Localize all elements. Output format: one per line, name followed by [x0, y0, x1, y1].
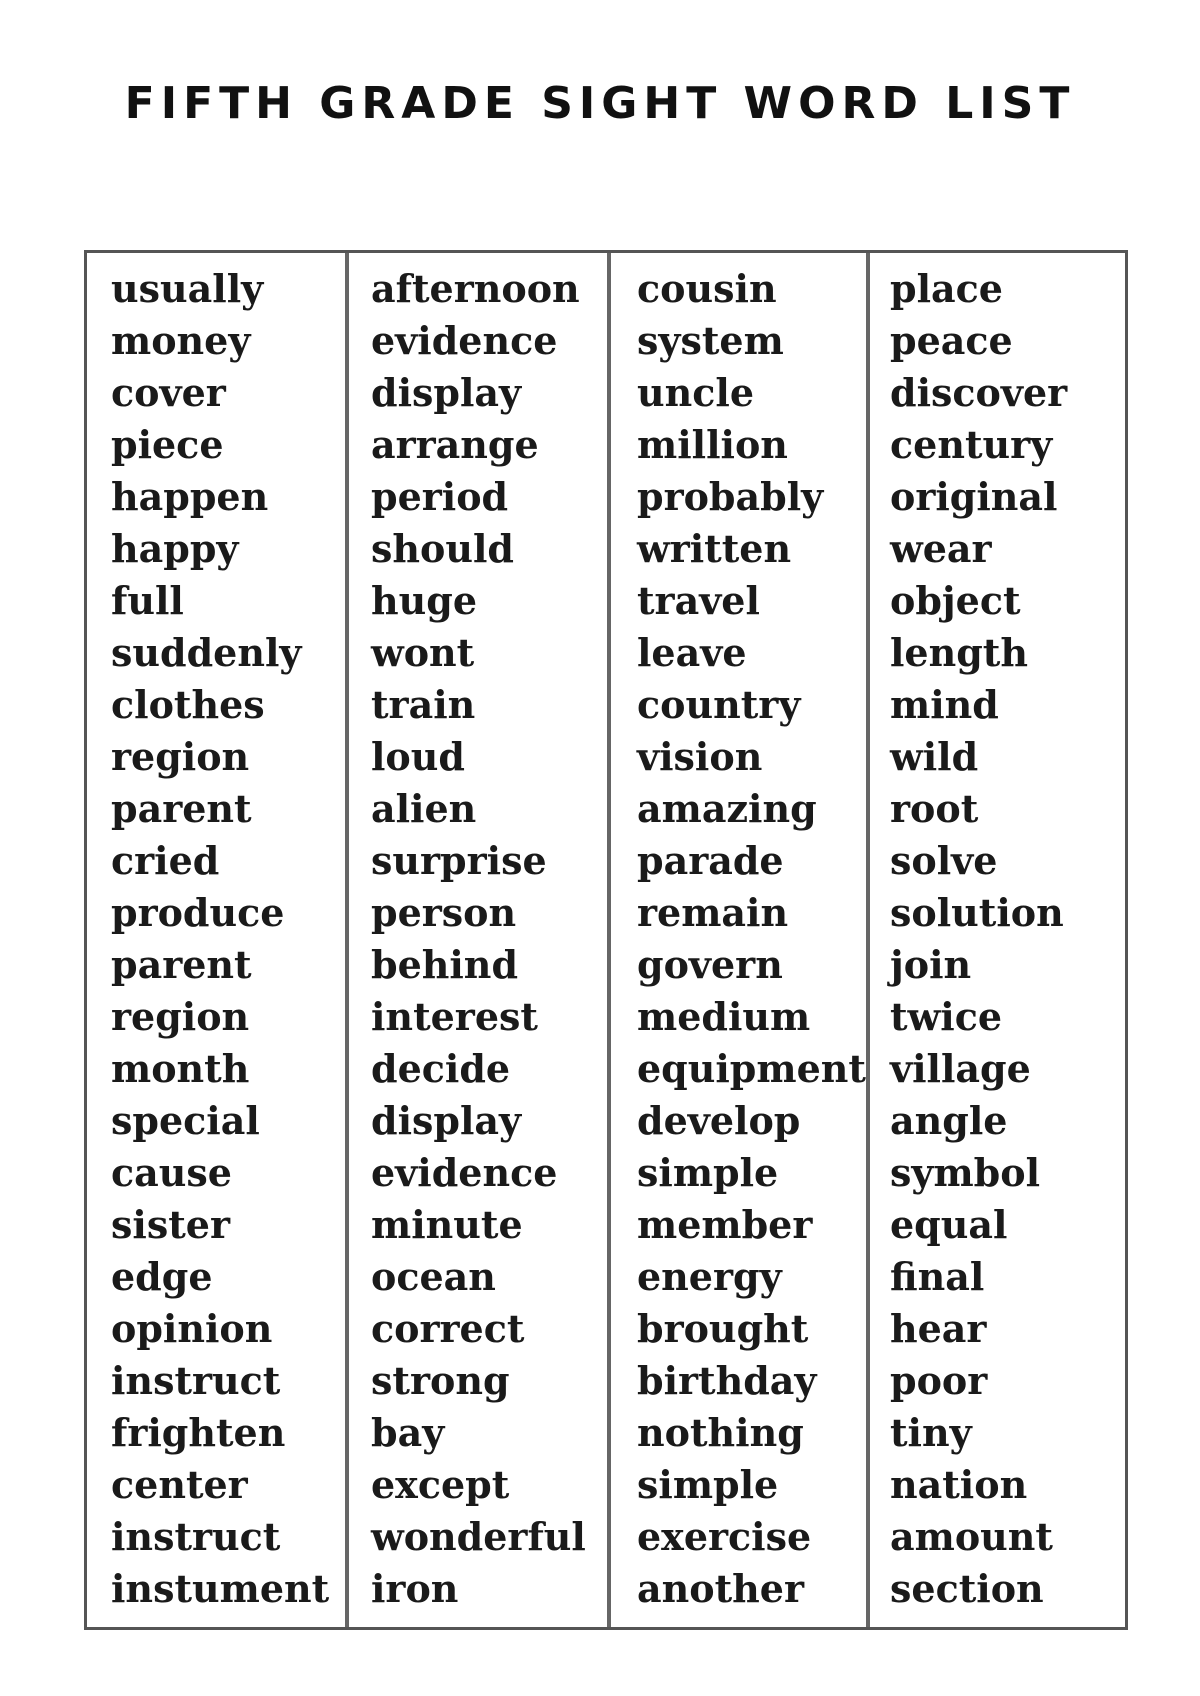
word-column-3	[611, 253, 870, 1627]
sight-word: loud	[371, 734, 465, 779]
sight-word: tiny	[890, 1410, 972, 1455]
sight-word: medium	[637, 994, 811, 1039]
sight-word: uncle	[637, 370, 755, 415]
sight-word: train	[371, 682, 476, 727]
sight-word: surprise	[371, 838, 547, 883]
sight-word: million	[637, 422, 788, 467]
sight-word: length	[890, 630, 1028, 675]
sight-word: edge	[111, 1254, 213, 1299]
sight-word: huge	[371, 578, 478, 623]
sight-word: equipment	[637, 1046, 866, 1091]
sight-word: amount	[890, 1514, 1053, 1559]
sight-word: twice	[890, 994, 1003, 1039]
sight-word: solve	[890, 838, 998, 883]
sight-word: special	[111, 1098, 260, 1143]
sight-word: energy	[637, 1254, 782, 1299]
sight-word: instument	[111, 1566, 330, 1611]
sight-word: original	[890, 474, 1058, 519]
sight-word: region	[111, 994, 250, 1039]
sight-word: decide	[371, 1046, 511, 1091]
sight-word: system	[637, 318, 784, 363]
sight-word: probably	[637, 474, 824, 519]
sight-word: equal	[890, 1202, 1008, 1247]
sight-word: happy	[111, 526, 239, 571]
sight-word: arrange	[371, 422, 539, 467]
sight-word: birthday	[637, 1358, 817, 1403]
sight-word: vision	[637, 734, 763, 779]
sight-word: alien	[371, 786, 477, 831]
sight-word: except	[371, 1462, 510, 1507]
sight-word: nation	[890, 1462, 1028, 1507]
sight-word: money	[111, 318, 251, 363]
sight-word: country	[637, 682, 801, 727]
sight-word: clothes	[111, 682, 265, 727]
sight-word: month	[111, 1046, 250, 1091]
sight-word: travel	[637, 578, 760, 623]
sight-word: century	[890, 422, 1053, 467]
sight-word: usually	[111, 266, 264, 311]
sight-word: peace	[890, 318, 1013, 363]
word-list-table	[84, 250, 1128, 1630]
sight-word: person	[371, 890, 517, 935]
sight-word: cause	[111, 1150, 232, 1195]
sight-word: cried	[111, 838, 220, 883]
word-column-4	[870, 253, 1125, 1627]
sight-word: wild	[890, 734, 979, 779]
sight-word: suddenly	[111, 630, 302, 675]
sight-word: frighten	[111, 1410, 286, 1455]
sight-word: poor	[890, 1358, 988, 1403]
sight-word: mind	[890, 682, 999, 727]
sight-word: member	[637, 1202, 813, 1247]
sight-word: amazing	[637, 786, 817, 831]
sight-word: evidence	[371, 318, 558, 363]
sight-word: afternoon	[371, 266, 580, 311]
sight-word: minute	[371, 1202, 523, 1247]
sight-word: piece	[111, 422, 224, 467]
page-title: FIFTH GRADE SIGHT WORD LIST	[124, 78, 1076, 129]
sight-word: simple	[637, 1462, 779, 1507]
sight-word: instruct	[111, 1358, 281, 1403]
sight-word: solution	[890, 890, 1064, 935]
sight-word: cousin	[637, 266, 777, 311]
sight-word: simple	[637, 1150, 779, 1195]
sight-word: object	[890, 578, 1021, 623]
sight-word: parent	[111, 786, 252, 831]
sight-word: produce	[111, 890, 285, 935]
sight-word: develop	[637, 1098, 801, 1143]
sight-word: evidence	[371, 1150, 558, 1195]
sight-word: cover	[111, 370, 226, 415]
sight-word: wear	[890, 526, 992, 571]
sight-word: place	[890, 266, 1003, 311]
sight-word: opinion	[111, 1306, 273, 1351]
sight-word: bay	[371, 1410, 445, 1455]
sight-word: nothing	[637, 1410, 804, 1455]
sight-word: final	[890, 1254, 985, 1299]
sight-word: full	[111, 578, 184, 623]
sight-word: display	[371, 370, 522, 415]
sight-word: should	[371, 526, 515, 571]
sight-word: period	[371, 474, 509, 519]
sight-word: parade	[637, 838, 784, 883]
sight-word: interest	[371, 994, 538, 1039]
sight-word: instruct	[111, 1514, 281, 1559]
sight-word: wonderful	[371, 1514, 586, 1559]
sight-word: leave	[637, 630, 747, 675]
sight-word: sister	[111, 1202, 230, 1247]
sight-word: join	[890, 942, 972, 987]
sight-word: strong	[371, 1358, 510, 1403]
word-column-1	[87, 253, 349, 1627]
sight-word: wont	[371, 630, 475, 675]
sight-word: parent	[111, 942, 252, 987]
sight-word: iron	[371, 1566, 459, 1611]
sight-word: happen	[111, 474, 269, 519]
sight-word: behind	[371, 942, 519, 987]
sight-word: brought	[637, 1306, 809, 1351]
sight-word: ocean	[371, 1254, 496, 1299]
sight-word: correct	[371, 1306, 525, 1351]
sight-word: display	[371, 1098, 522, 1143]
sight-word: govern	[637, 942, 783, 987]
sight-word: angle	[890, 1098, 1008, 1143]
sight-word: another	[637, 1566, 804, 1611]
sight-word: village	[890, 1046, 1031, 1091]
sight-word: discover	[890, 370, 1068, 415]
word-column-2	[349, 253, 611, 1627]
sight-word: root	[890, 786, 979, 831]
sight-word: hear	[890, 1306, 987, 1351]
sight-word: region	[111, 734, 250, 779]
sight-word: remain	[637, 890, 789, 935]
sight-word: symbol	[890, 1150, 1041, 1195]
sight-word: exercise	[637, 1514, 812, 1559]
sight-word: section	[890, 1566, 1044, 1611]
sight-word: center	[111, 1462, 248, 1507]
sight-word: written	[637, 526, 792, 571]
